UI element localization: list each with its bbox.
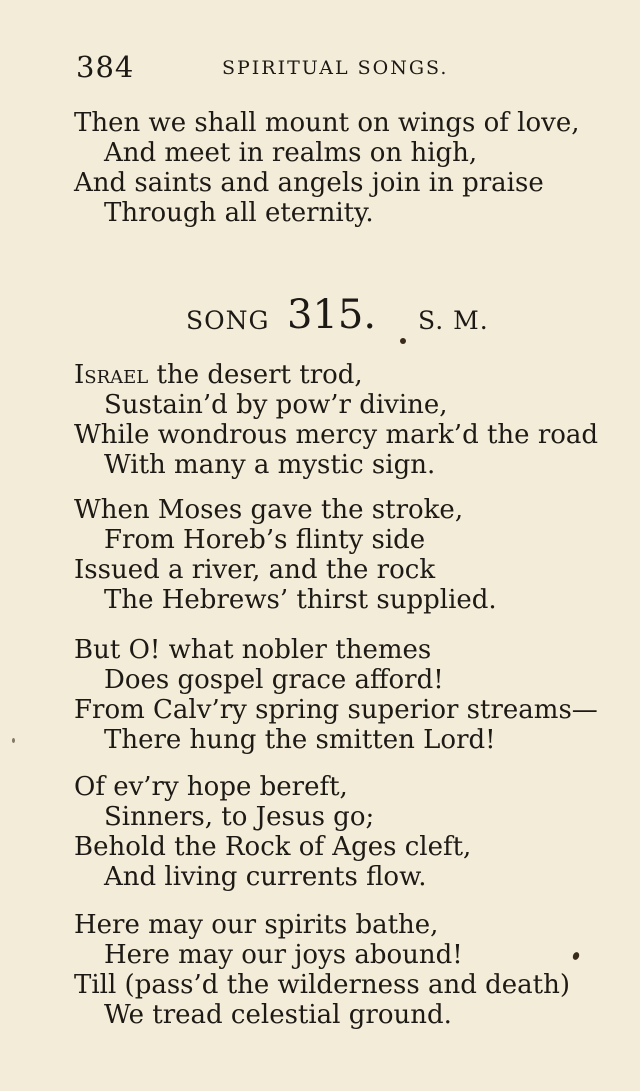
- verse-line: Till (pass’d the wilderness and death): [74, 970, 570, 1000]
- running-title: SPIRITUAL SONGS.: [222, 57, 449, 79]
- running-head: [76, 50, 566, 90]
- verse-line: With many a mystic sign.: [104, 450, 436, 480]
- verse-line: But O! what nobler themes: [74, 635, 432, 665]
- verse-line: Sinners, to Jesus go;: [104, 802, 375, 832]
- verse-line: When Moses gave the stroke,: [74, 495, 464, 525]
- verse-line-rest: the desert trod,: [148, 360, 363, 390]
- verse-line: And living currents flow.: [104, 862, 427, 892]
- verse-line: There hung the smitten Lord!: [104, 725, 496, 755]
- verse-line: And meet in realms on high,: [104, 138, 478, 168]
- page-number: 384: [76, 50, 135, 84]
- song-heading: [0, 292, 640, 342]
- ink-speck: [400, 338, 406, 344]
- verse-line: From Horeb’s flinty side: [104, 525, 426, 555]
- ink-speck: [12, 738, 15, 743]
- verse-line: Of ev’ry hope bereft,: [74, 772, 348, 802]
- verse-line: From Calv’ry spring superior streams—: [74, 695, 598, 725]
- ink-speck: [572, 951, 581, 961]
- verse-line: We tread celestial ground.: [104, 1000, 452, 1030]
- verse-line: Here may our joys abound!: [104, 940, 463, 970]
- verse-line: While wondrous mercy mark’d the road: [74, 420, 599, 450]
- verse-line: Behold the Rock of Ages cleft,: [74, 832, 472, 862]
- verse-line: Here may our spirits bathe,: [74, 910, 439, 940]
- first-word: Israel: [74, 360, 149, 390]
- verse-line: Issued a river, and the rock: [74, 555, 436, 585]
- verse-line: Through all eternity.: [104, 198, 374, 228]
- song-label: SONG: [186, 306, 270, 335]
- verse-line: And saints and angels join in praise: [74, 168, 544, 198]
- verse-line: Sustain’d by pow’r divine,: [104, 390, 448, 420]
- verse-line: Does gospel grace afford!: [104, 665, 444, 695]
- verse-line: [74, 360, 363, 390]
- song-meter: S. M.: [418, 306, 489, 335]
- verse-line: The Hebrews’ thirst supplied.: [104, 585, 497, 615]
- verse-line: Then we shall mount on wings of love,: [74, 108, 580, 138]
- song-number: 315.: [287, 292, 377, 338]
